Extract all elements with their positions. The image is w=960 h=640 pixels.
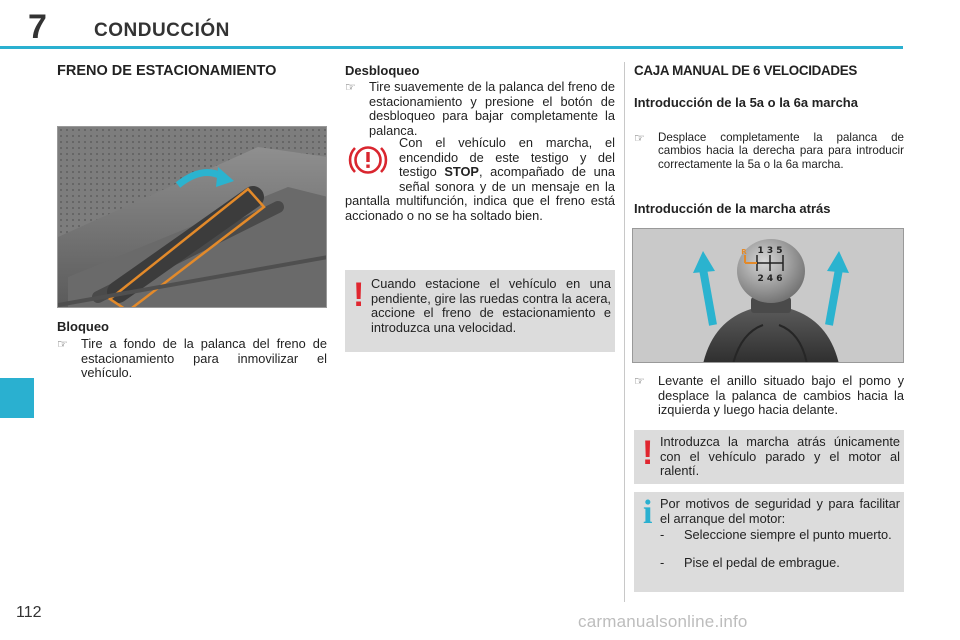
gear-knob-image [633,229,904,363]
info-icon: i [643,494,653,531]
exclamation-icon: ! [642,434,654,472]
gear-knob-illustration [632,228,904,363]
reverse-warning-box [634,430,904,484]
pointing-hand-icon: ☞ [634,374,645,388]
safety-info-item [660,556,900,572]
knob-top-numbers: 1 3 5 [757,246,783,256]
slope-warning-text: Cuando estacione el vehículo en una pendiente, gire las ruedas contra la acera, accione el freno de estacionamiento e introduzca una velocidad. [371,276,611,335]
reverse-bullet [634,374,904,420]
reverse-gear-mark: R [741,248,747,256]
stop-word: STOP [444,164,479,180]
reverse-text: Levante el anillo situado bajo el pomo y desplace la palanca de cambios hacia la izquierda y luego hacia delante. [658,373,904,418]
header-rule [0,46,903,49]
chapter-side-tab [0,378,34,418]
dash-marker: - [660,527,665,542]
fifth-sixth-text: Desplace completamente la palanca de cambios hacia la derecha para para introducir correctamente la 5a o la 6a marcha. [658,131,904,171]
lock-text: Tire a fondo de la palanca del freno de estacionamiento para inmovilizar el vehículo. [81,336,327,381]
safety-info-item-text: Seleccione siempre el punto muerto. [684,527,892,542]
warning-light-text-start: Con el vehículo en marcha, el encendido de este testigo y del testigo [399,135,615,180]
parking-brake-title: FRENO DE ESTACIONAMIENTO [57,63,277,79]
gearbox-title: CAJA MANUAL DE 6 VELOCIDADES [634,63,857,78]
reverse-warning-text: Introduzca la marcha atrás únicamente con el vehículo parado y el motor al ralentí. [660,434,900,479]
lock-heading: Bloqueo [57,319,109,334]
safety-info-box [634,492,904,592]
pointing-hand-icon: ☞ [57,337,68,351]
fifth-sixth-heading: Introducción de la 5a o la 6a marcha [634,95,858,110]
unlock-text: Tire suavemente de la palanca del freno de estacionamiento y presione el botón de desbloqueo para bajar completamente la palanca. [369,79,615,138]
column-divider [624,62,625,602]
safety-info-intro: Por motivos de seguridad y para facilitar el arranque del motor: [660,496,900,526]
pointing-hand-icon: ☞ [634,131,645,145]
fifth-sixth-bullet [634,131,904,173]
reverse-heading: Introducción de la marcha atrás [634,201,831,216]
warning-light-paragraph [345,136,615,232]
parking-brake-image [58,127,327,308]
safety-info-item-text: Pise el pedal de embrague. [684,555,840,570]
pointing-hand-icon: ☞ [345,80,356,94]
watermark: carmanualsonline.info [578,612,748,631]
lock-bullet [57,337,327,383]
knob-bottom-numbers: 2 4 6 [757,274,783,284]
parking-brake-illustration [57,126,327,308]
unlock-heading: Desbloqueo [345,63,420,78]
dash-marker: - [660,555,665,570]
warning-light-text-end: , acompañado de una señal sonora y de un mensaje en la pantalla multifunción, indica que el freno está accionado o no se ha soltado bien. [345,164,615,223]
page-number: 112 [16,604,42,621]
chapter-number: 7 [28,8,47,46]
exclamation-icon: ! [353,276,365,314]
unlock-bullet [345,80,615,140]
chapter-title: CONDUCCIÓN [94,20,230,41]
slope-warning-box [345,270,615,352]
